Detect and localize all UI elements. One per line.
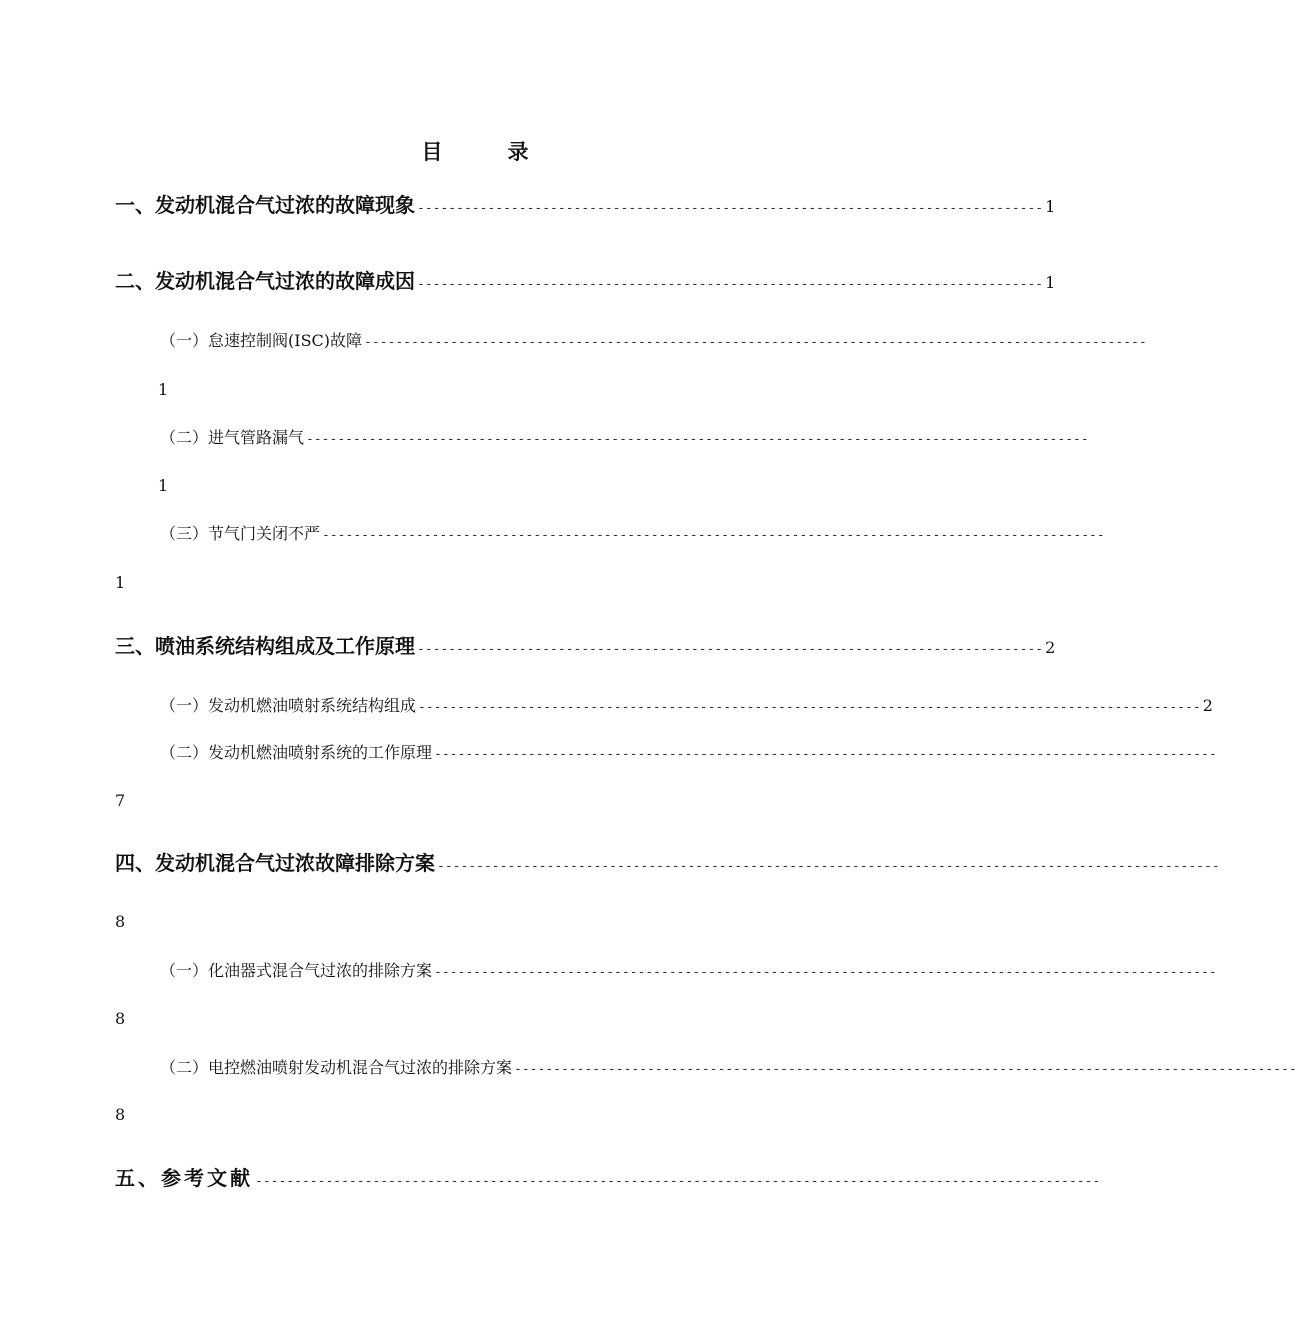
toc-entry-text: 五、参考文献 [115, 1166, 253, 1190]
toc-entry-9[interactable] [115, 847, 1220, 876]
toc-entry-text: 二、发动机混合气过浓的故障成因 [115, 269, 415, 293]
toc-entry-text: （二）进气管路漏气 [160, 428, 305, 447]
leader-dots: ---------------------------------------------------------------------------------------------------- [434, 965, 1217, 980]
toc-entry-text: 三、喷油系统结构组成及工作原理 [115, 634, 415, 658]
toc-entry-2[interactable] [115, 265, 1056, 294]
toc-entry-page: 1 [158, 476, 169, 495]
toc-entry-page: 8 [115, 912, 126, 931]
toc-entry-text: （二）发动机燃油喷射系统的工作原理 [160, 743, 433, 762]
toc-entry-text: （一）发动机燃油喷射系统结构组成 [160, 696, 417, 715]
toc-entry-12[interactable] [115, 1162, 1101, 1191]
toc-entry-7[interactable] [160, 693, 1213, 716]
toc-entry-page: 2 [1045, 638, 1056, 657]
leader-dots: ---------------------------------------------------------------------------------------------------- [306, 432, 1089, 447]
toc-entry-1[interactable] [115, 189, 1056, 218]
toc-entry-text: （三）节气门关闭不严 [160, 524, 321, 543]
toc-entry-4[interactable] [160, 425, 1089, 448]
toc-entry-page: 1 [1045, 273, 1056, 292]
leader-dots: ---------------------------------------------------------------------------------------------------- [514, 1062, 1297, 1077]
toc-entry-text: （二）电控燃油喷射发动机混合气过浓的排除方案 [160, 1058, 513, 1077]
toc-entry-5[interactable] [160, 521, 1105, 544]
leader-dots: -------------------------------------------------------------------------------- [417, 201, 1044, 216]
leader-dots: ---------------------------------------------------------------------------------------------------- [437, 859, 1220, 874]
toc-entry-page: 1 [158, 380, 169, 399]
leader-dots: ---------------------------------------------------------------------------------------------------- [418, 700, 1201, 715]
toc-entry-3[interactable] [160, 328, 1147, 351]
leader-dots: ---------------------------------------------------------------------------------------------------- [434, 747, 1217, 762]
leader-dots: -------------------------------------------------------------------------------- [417, 277, 1044, 292]
toc-title: 目 录 [421, 140, 551, 164]
toc-entry-text: （一）怠速控制阀(ISC)故障 [160, 331, 363, 350]
toc-entry-page: 1 [1045, 197, 1056, 216]
toc-entry-text: 一、发动机混合气过浓的故障现象 [115, 193, 415, 217]
leader-dots: -------------------------------------------------------------------------------- [417, 642, 1044, 657]
toc-entry-page: 7 [115, 791, 126, 810]
toc-entry-page: 2 [1202, 696, 1213, 715]
toc-entry-11[interactable] [160, 1055, 1297, 1078]
leader-dots: ------------------------------------------------------------------------------------------------------------ [255, 1174, 1101, 1189]
toc-entry-page: 8 [115, 1105, 126, 1124]
toc-entry-page: 8 [115, 1009, 126, 1028]
toc-entry-8[interactable] [160, 740, 1217, 763]
toc-entry-page: 1 [115, 573, 126, 592]
toc-entry-10[interactable] [160, 958, 1217, 981]
toc-entry-text: （一）化油器式混合气过浓的排除方案 [160, 961, 433, 980]
toc-entry-text: 四、发动机混合气过浓故障排除方案 [115, 851, 435, 875]
toc-entry-6[interactable] [115, 630, 1056, 659]
leader-dots: ---------------------------------------------------------------------------------------------------- [322, 528, 1105, 543]
leader-dots: ---------------------------------------------------------------------------------------------------- [364, 335, 1147, 350]
